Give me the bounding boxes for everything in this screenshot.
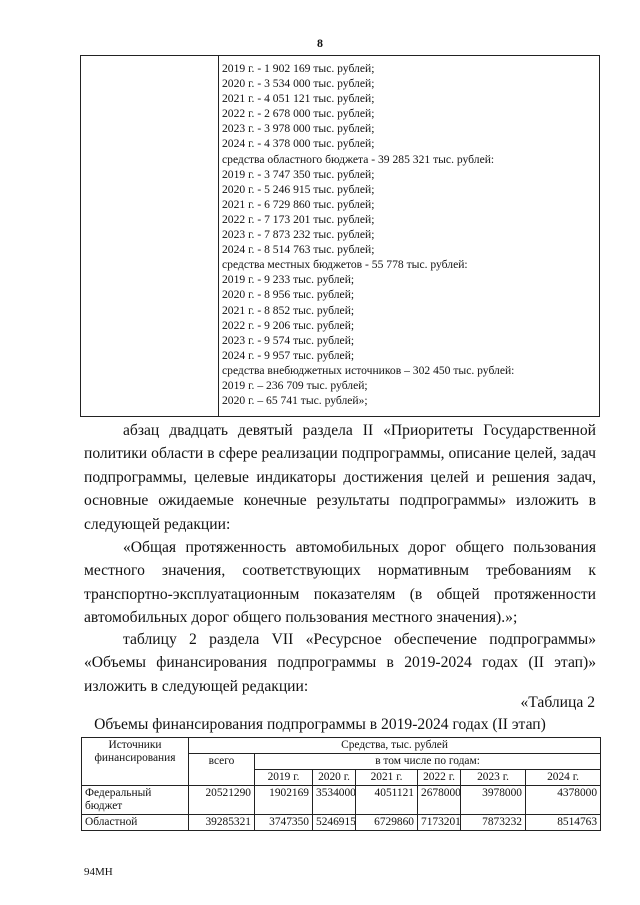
- table-header-row: [82, 738, 601, 754]
- budget-line: 2019 г. - 3 747 350 тыс. рублей;: [222, 167, 375, 181]
- table-row: [82, 815, 601, 831]
- header-year: 2020 г.: [313, 770, 356, 786]
- budget-line: 2024 г. - 4 378 000 тыс. рублей;: [222, 137, 375, 151]
- header-by-years: в том числе по годам:: [255, 754, 601, 770]
- budget-line: 2022 г. - 2 678 000 тыс. рублей;: [222, 107, 375, 121]
- value-cell: 8514763: [526, 815, 601, 831]
- table-label: «Таблица 2: [520, 694, 595, 711]
- value-cell: 2678000: [418, 786, 461, 815]
- budget-line: 2020 г. - 5 246 915 тыс. рублей;: [222, 182, 375, 196]
- budget-line: 2023 г. - 7 873 232 тыс. рублей;: [222, 228, 375, 242]
- header-year: 2019 г.: [255, 770, 313, 786]
- table-row: [82, 786, 601, 815]
- budget-line: 2023 г. - 9 574 тыс. рублей;: [222, 333, 355, 347]
- header-source: Источники финансирования: [82, 738, 189, 786]
- budget-line: 2022 г. - 7 173 201 тыс. рублей;: [222, 212, 375, 226]
- budget-line: 2020 г. - 3 534 000 тыс. рублей;: [222, 77, 375, 91]
- budget-line: 2021 г. - 6 729 860 тыс. рублей;: [222, 197, 375, 211]
- budget-continuation-table: [80, 55, 600, 417]
- column-divider: [218, 56, 219, 416]
- budget-line: 2019 г. - 1 902 169 тыс. рублей;: [222, 62, 375, 75]
- financing-table: [81, 737, 601, 831]
- budget-line: 2022 г. - 9 206 тыс. рублей;: [222, 318, 355, 332]
- budget-line: 2019 г. – 236 709 тыс. рублей;: [222, 378, 368, 392]
- header-funds: Средства, тыс. рублей: [189, 738, 601, 754]
- header-total: всего: [189, 754, 255, 786]
- value-cell: 7173201: [418, 815, 461, 831]
- value-cell: 4051121: [356, 786, 418, 815]
- budget-line: 2019 г. - 9 233 тыс. рублей;: [222, 273, 355, 287]
- budget-line: средства областного бюджета - 39 285 321 тыс. рублей:: [222, 152, 495, 166]
- budget-line: 2020 г. – 65 741 тыс. рублей»;: [222, 394, 368, 408]
- header-year: 2021 г.: [356, 770, 418, 786]
- budget-line: 2024 г. - 9 957 тыс. рублей;: [222, 348, 355, 362]
- header-year: 2022 г.: [418, 770, 461, 786]
- paragraph-indicator-text: «Общая протяженность автомобильных дорог общего пользования местного значения, соответствующих нормативным требованиям к транспортно-эксплуатационным показателям (в общей протяженности автомобильных дорог общего пользования местного значения).»;: [84, 539, 596, 627]
- budget-line: 2023 г. - 3 978 000 тыс. рублей;: [222, 122, 375, 136]
- value-cell: 3978000: [461, 786, 526, 815]
- page-number: 8: [317, 36, 323, 50]
- budget-line: средства внебюджетных источников – 302 450 тыс. рублей:: [222, 363, 515, 377]
- total-cell: 20521290: [189, 786, 255, 815]
- value-cell: 3534000: [313, 786, 356, 815]
- value-cell: 1902169: [255, 786, 313, 815]
- value-cell: 3747350: [255, 815, 313, 831]
- budget-line: 2021 г. - 4 051 121 тыс. рублей;: [222, 92, 375, 106]
- source-cell: Областной: [82, 815, 189, 831]
- value-cell: 4378000: [526, 786, 601, 815]
- budget-line: 2024 г. - 8 514 763 тыс. рублей;: [222, 243, 375, 257]
- source-cell: Федеральный бюджет: [82, 786, 189, 815]
- budget-line: 2020 г. - 8 956 тыс. рублей;: [222, 288, 355, 302]
- budget-line: 2021 г. - 8 852 тыс. рублей;: [222, 303, 355, 317]
- value-cell: 6729860: [356, 815, 418, 831]
- value-cell: 7873232: [461, 815, 526, 831]
- document-code: 94МН: [84, 866, 113, 878]
- budget-line: средства местных бюджетов - 55 778 тыс. рублей:: [222, 258, 468, 272]
- header-year: 2024 г.: [526, 770, 601, 786]
- value-cell: 5246915: [313, 815, 356, 831]
- total-cell: 39285321: [189, 815, 255, 831]
- header-year: 2023 г.: [461, 770, 526, 786]
- paragraph-section-ii: абзац двадцать девятый раздела II «Приоритеты Государственной политики области в сфере реализации подпрограммы, описание целей, задач подпрограммы, целевые индикаторы достижения целей и решения задач, основные ожидаемые конечные результаты подпрограммы» изложить в следующей редакции:: [84, 422, 596, 533]
- table-title: Объемы финансирования подпрограммы в 2019-2024 годах (II этап): [94, 716, 546, 733]
- budget-lines: [222, 61, 514, 408]
- paragraph-table-instruction: таблицу 2 раздела VII «Ресурсное обеспечение подпрограммы» «Объемы финансирования подпрограммы в 2019-2024 годах (II этап)» изложить в следующей редакции:: [84, 631, 596, 695]
